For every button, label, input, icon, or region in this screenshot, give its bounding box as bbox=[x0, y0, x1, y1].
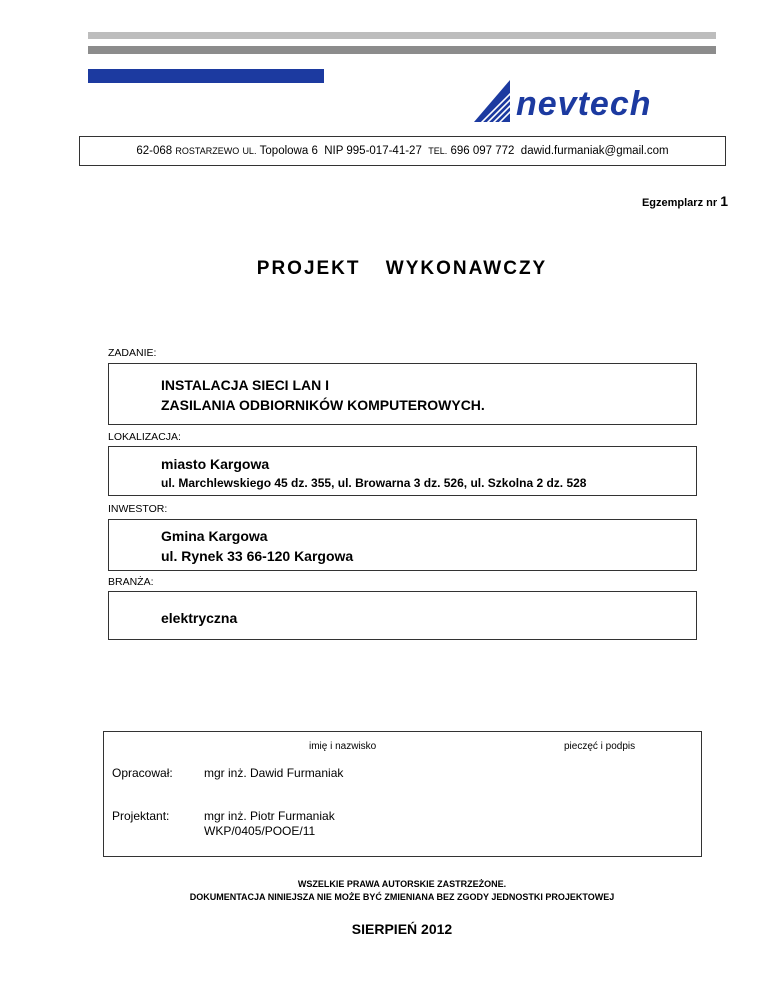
contact-info-box bbox=[79, 136, 726, 166]
signature-table bbox=[103, 731, 702, 857]
copy-number: 1 bbox=[720, 193, 728, 209]
tel-prefix: TEL. bbox=[428, 146, 448, 156]
document-date: SIERPIEŃ 2012 bbox=[351, 921, 453, 937]
rights-notice-line2: DOKUMENTACJA NINIEJSZA NIE MOŻE BYĆ ZMIENIANA BEZ ZGODY JEDNOSTKI PROJEKTOWEJ bbox=[189, 892, 615, 902]
col-header-stamp: pieczęć i podpis bbox=[564, 741, 636, 752]
inwestor-line2: ul. Rynek 33 66-120 Kargowa bbox=[161, 548, 354, 564]
lokalizacja-line2: ul. Marchlewskiego 45 dz. 355, ul. Browarna 3 dz. 526, ul. Szkolna 2 dz. 528 bbox=[161, 476, 587, 490]
row-role-opracowal: Opracował: bbox=[112, 766, 173, 780]
zadanie-label: ZADANIE: bbox=[108, 347, 157, 359]
zadanie-line2: ZASILANIA ODBIORNIKÓW KOMPUTEROWYCH. bbox=[161, 397, 485, 413]
zadanie-line1: INSTALACJA SIECI LAN I bbox=[161, 377, 330, 393]
branza-label: BRANŻA: bbox=[108, 576, 154, 588]
header-bar-dark bbox=[88, 46, 716, 54]
inwestor-line1: Gmina Kargowa bbox=[161, 528, 268, 544]
copy-number-label bbox=[642, 193, 728, 209]
rights-notice-line1: WSZELKIE PRAWA AUTORSKIE ZASTRZEŻONE. bbox=[297, 879, 507, 889]
zadanie-box bbox=[108, 363, 697, 425]
nevtech-logo bbox=[472, 78, 692, 126]
header-bar-light bbox=[88, 32, 716, 39]
email[interactable]: dawid.furmaniak@gmail.com bbox=[520, 145, 669, 157]
street: Topolowa 6 bbox=[259, 145, 318, 157]
inwestor-label: INWESTOR: bbox=[108, 503, 168, 515]
row-role-projektant: Projektant: bbox=[112, 809, 170, 823]
lokalizacja-box bbox=[108, 446, 697, 496]
locality: ROSTARZEWO bbox=[175, 146, 240, 156]
row-name-projektant: mgr inż. Piotr Furmaniak bbox=[204, 809, 335, 823]
row-name-opracowal: mgr inż. Dawid Furmaniak bbox=[204, 766, 344, 780]
nip: NIP 995-017-41-27 bbox=[324, 145, 422, 157]
postal-code: 62-068 bbox=[136, 145, 173, 157]
logo-wordmark: nevtech bbox=[516, 85, 652, 123]
lokalizacja-label: LOKALIZACJA: bbox=[108, 431, 181, 443]
lokalizacja-line1: miasto Kargowa bbox=[161, 456, 270, 472]
copy-label-text: Egzemplarz nr bbox=[641, 197, 718, 209]
inwestor-box bbox=[108, 519, 697, 571]
branza-box bbox=[108, 591, 697, 640]
street-prefix: UL. bbox=[242, 146, 257, 156]
phone: 696 097 772 bbox=[450, 145, 515, 157]
branza-line1: elektryczna bbox=[161, 610, 238, 626]
document-title: PROJEKT WYKONAWCZY bbox=[256, 258, 548, 279]
row-license-projektant: WKP/0405/POOE/11 bbox=[204, 824, 316, 838]
header-bar-blue bbox=[88, 69, 324, 83]
col-header-name: imię i nazwisko bbox=[309, 741, 377, 752]
